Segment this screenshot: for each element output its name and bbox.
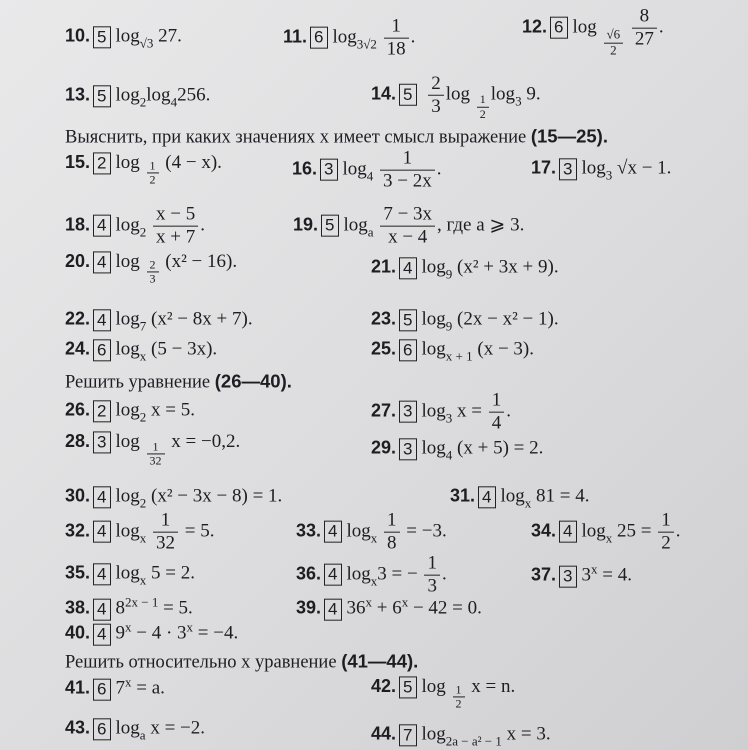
row-22-23	[0, 308, 748, 334]
difficulty-box: 4	[93, 563, 110, 585]
difficulty-box: 5	[321, 215, 338, 237]
problem-20	[65, 251, 237, 286]
denominator: 2	[149, 172, 156, 187]
difficulty-box: 4	[93, 251, 110, 273]
expr-text: 256.	[177, 84, 211, 106]
problem-number: 11.	[283, 26, 308, 47]
difficulty-box: 4	[324, 598, 341, 620]
log-base: 4	[445, 447, 453, 463]
expr-text: log	[445, 83, 471, 105]
row-26-27	[0, 389, 748, 434]
problem-number: 27.	[371, 400, 397, 421]
expr-text: log	[342, 158, 367, 180]
fraction	[428, 73, 444, 118]
numerator: 1	[658, 510, 674, 533]
log-base: √3	[139, 35, 154, 51]
numerator: 8	[632, 6, 657, 29]
problem-number: 29.	[371, 437, 397, 458]
numerator: 1	[384, 510, 400, 533]
problem-number: 19.	[293, 214, 319, 235]
denominator: 2	[610, 42, 617, 58]
log-base: 3	[605, 167, 613, 183]
row-15-17	[0, 147, 748, 192]
difficulty-box: 4	[559, 521, 576, 543]
expr-text: log	[346, 520, 371, 542]
expr-text: log	[343, 214, 368, 236]
exponent: x	[125, 674, 132, 690]
problem-number: 20.	[65, 250, 91, 271]
denominator: 2	[661, 532, 671, 554]
expr-text: .	[506, 400, 511, 422]
numerator: 1	[147, 159, 159, 174]
fraction	[658, 510, 674, 555]
difficulty-box: 4	[93, 215, 110, 237]
problem-42	[371, 676, 515, 711]
expr-text: log	[115, 214, 140, 236]
difficulty-box: 3	[559, 158, 576, 180]
difficulty-box: 4	[93, 598, 110, 620]
expr-text: log	[346, 563, 371, 585]
expr-text: + 6	[376, 597, 402, 619]
problem-12	[522, 6, 664, 59]
difficulty-box: 5	[399, 676, 416, 698]
problem-number: 33.	[296, 520, 322, 541]
expr-text: .	[436, 158, 442, 180]
numerator: 1	[489, 390, 505, 413]
row-20-21	[0, 250, 748, 286]
numerator: √6	[604, 27, 624, 43]
log-base-fraction	[147, 258, 159, 287]
difficulty-box: 4	[324, 564, 341, 586]
difficulty-box: 4	[399, 257, 416, 279]
expr-text: (x + 5) = 2.	[457, 437, 544, 459]
problem-32	[65, 510, 215, 555]
expr-text: 9	[115, 622, 125, 644]
row-38-39	[0, 594, 748, 619]
expr-text: = −3.	[406, 520, 447, 542]
problem-number: 38.	[65, 597, 91, 618]
exponent: x	[401, 594, 409, 610]
denominator: 4	[491, 412, 502, 434]
problem-31	[450, 486, 590, 509]
section-heading-15-25	[65, 126, 608, 149]
log-base-fraction	[604, 27, 624, 58]
problem-18	[65, 204, 205, 249]
difficulty-box: 6	[399, 339, 416, 361]
difficulty-box: 2	[93, 400, 110, 422]
section-heading-26-40	[65, 371, 292, 394]
log-base: x	[524, 495, 532, 511]
log-base: 3	[515, 93, 522, 109]
problem-number: 13.	[65, 84, 91, 105]
heading-text: Решить уравнение	[65, 372, 211, 393]
expr-text: log	[332, 26, 357, 48]
expr-text: log	[115, 520, 140, 542]
denominator: 2	[479, 106, 486, 121]
problem-number: 14.	[371, 83, 397, 104]
denominator: 2	[455, 696, 462, 711]
problem-number: 42.	[371, 675, 397, 696]
difficulty-box: 4	[93, 623, 110, 645]
problem-39	[296, 596, 482, 621]
row-28-29	[0, 430, 748, 468]
expr-text: x = 5.	[151, 399, 195, 421]
problem-17	[531, 158, 671, 181]
numerator: 1	[424, 553, 440, 576]
expr-text: 5 = 2.	[151, 562, 195, 584]
problem-number: 30.	[65, 485, 91, 506]
expr-text: log	[115, 717, 140, 739]
problem-21: 21. 4 $\log_9 (x^2 + 3x + 9)$.	[371, 256, 559, 282]
row-35-37	[0, 552, 748, 597]
expr-text: log	[115, 485, 140, 507]
difficulty-box: 3	[320, 159, 337, 181]
difficulty-box: 5	[93, 85, 110, 107]
expr-text: log	[115, 308, 140, 330]
heading-text: Выяснить, при каких значениях x имеет смысл выражение	[65, 127, 527, 148]
numerator: 1	[153, 510, 178, 533]
expr-text: , где a ⩾ 3.	[437, 214, 525, 236]
expr-text: log	[572, 16, 597, 38]
expr-text: log	[115, 562, 140, 584]
numerator: 7 − 3x	[380, 204, 435, 227]
problem-number: 21.	[371, 256, 397, 277]
problem-number: 37.	[531, 564, 557, 585]
difficulty-box: 6	[93, 718, 110, 740]
fraction	[424, 553, 440, 598]
problem-number: 39.	[296, 597, 322, 618]
denominator: 32	[156, 532, 176, 554]
expr-text: .	[410, 26, 416, 48]
expr-text: log	[421, 675, 446, 697]
expr-text: 36	[346, 597, 366, 619]
problem-number: 23.	[371, 308, 397, 329]
numerator: 2	[147, 258, 159, 273]
log-base: 2a − a² − 1	[445, 733, 502, 749]
problem-35	[65, 563, 195, 586]
problem-number: 12.	[522, 16, 548, 37]
exponent: x	[591, 561, 598, 577]
expr-text: (x − 3).	[477, 338, 534, 360]
fraction	[384, 510, 400, 555]
numerator: 1	[384, 16, 409, 39]
problem-19	[293, 204, 524, 249]
problem-38	[65, 596, 193, 621]
expr-text: .	[441, 563, 447, 585]
difficulty-box: 3	[399, 438, 416, 460]
problem-28	[65, 431, 240, 468]
difficulty-box: 4	[478, 486, 495, 508]
difficulty-box: 4	[93, 486, 110, 508]
log-base: 3	[356, 36, 364, 52]
section-heading-41-44	[65, 651, 418, 674]
problem-34	[531, 510, 681, 555]
expr-text: log	[115, 84, 140, 106]
log-base: √2	[363, 36, 377, 52]
log-base: a	[139, 727, 146, 743]
problem-number: 34.	[531, 520, 557, 541]
denominator: x + 7	[156, 226, 196, 248]
problem-13	[65, 85, 210, 108]
problem-number: 25.	[371, 338, 397, 359]
problem-36	[296, 553, 447, 598]
difficulty-box: 4	[324, 521, 341, 543]
log-base: x	[605, 530, 613, 546]
heading-range: (41—44).	[341, 650, 419, 672]
expr-text: (x² − 8x + 7).	[151, 308, 253, 330]
numerator: 1	[380, 148, 435, 171]
log-base: 7	[139, 318, 147, 334]
difficulty-box: 5	[93, 26, 110, 48]
problem-43	[65, 718, 205, 741]
row-18-19	[0, 203, 748, 248]
expr-text: log	[115, 399, 140, 421]
log-base-fraction	[453, 683, 465, 712]
expr-text: .	[658, 16, 664, 38]
expr-text: = 5.	[184, 520, 215, 542]
denominator: 32	[149, 453, 162, 468]
exponent: x	[365, 594, 372, 610]
expr-text: log	[490, 83, 516, 105]
log-base: 4	[170, 94, 178, 110]
expr-text: (x² − 3x − 8) = 1.	[151, 485, 283, 507]
problem-number: 24.	[65, 338, 91, 359]
denominator: x − 4	[388, 226, 428, 248]
log-base: x	[139, 572, 147, 588]
exponent: 2x − 1	[125, 594, 159, 610]
expr-text: x =	[457, 400, 482, 422]
fraction	[380, 148, 435, 193]
problem-number: 17.	[531, 157, 557, 178]
expr-text: log	[115, 151, 140, 173]
row-24-25	[0, 338, 748, 364]
expr-text: log	[500, 485, 525, 507]
log-base-fraction	[147, 440, 165, 469]
numerator: x − 5	[153, 204, 198, 227]
problem-27	[371, 390, 511, 435]
log-base: x	[370, 530, 378, 546]
expr-text: log	[581, 520, 606, 542]
difficulty-box: 3	[93, 431, 110, 453]
problem-number: 22.	[65, 308, 91, 329]
problem-number: 43.	[65, 717, 91, 738]
problem-number: 35.	[65, 562, 91, 583]
exponent: x	[125, 619, 132, 635]
difficulty-box: 4	[93, 309, 110, 331]
problem-number: 40.	[65, 622, 91, 643]
problem-23: 23. 5 $\log_9 (2x - x^2 - 1)$.	[371, 308, 559, 334]
problem-number: 18.	[65, 214, 91, 235]
heading-text: Решить относительно x уравнение	[65, 652, 337, 673]
problem-number: 28.	[65, 430, 91, 451]
expr-text: log	[115, 25, 140, 47]
log-base: 2	[139, 94, 147, 110]
expr-text: log	[421, 400, 446, 422]
expr-text: √x − 1.	[617, 157, 672, 179]
expr-text: log	[421, 308, 446, 330]
problem-number: 32.	[65, 520, 91, 541]
log-base-fraction	[147, 159, 159, 188]
log-base: 2	[139, 409, 147, 425]
expr-text: log	[421, 437, 446, 459]
denominator: 3	[427, 575, 437, 597]
difficulty-box: 6	[93, 339, 110, 361]
log-base: 4	[366, 168, 374, 184]
difficulty-box: 6	[310, 27, 327, 49]
numerator: 1	[453, 683, 465, 698]
expr-text: = a.	[131, 677, 165, 699]
expr-text: log	[115, 430, 140, 452]
problem-22	[65, 309, 253, 332]
expr-text: = −4.	[193, 622, 239, 644]
difficulty-box: 2	[93, 152, 110, 174]
problem-29	[371, 438, 543, 461]
problem-14	[371, 73, 541, 122]
expr-text: (5 − 3x).	[151, 338, 218, 360]
fraction	[489, 390, 505, 435]
expr-text: (x² + 3x + 9).	[457, 256, 559, 278]
fraction	[632, 6, 657, 51]
expr-text: log	[421, 338, 446, 360]
log-base: 3	[445, 410, 453, 426]
expr-text: 7	[115, 677, 125, 699]
difficulty-box: 4	[93, 521, 110, 543]
log-base: x	[370, 573, 378, 589]
expr-text: 3	[581, 564, 591, 586]
log-base: x	[139, 348, 147, 364]
problem-26	[65, 400, 195, 423]
problem-37	[531, 563, 632, 588]
problem-24	[65, 339, 217, 362]
problem-number: 10.	[65, 25, 91, 46]
difficulty-box: 5	[399, 84, 416, 106]
denominator: 3	[431, 95, 441, 117]
problem-33	[296, 510, 447, 555]
heading-range: (26—40).	[214, 370, 292, 392]
expr-text: 81 = 4.	[536, 485, 590, 507]
exponent: x	[186, 619, 194, 635]
problem-number: 41.	[65, 677, 91, 698]
expr-text: log	[421, 256, 446, 278]
problem-16	[292, 148, 442, 193]
expr-text: x = n.	[471, 675, 516, 697]
problem-15	[65, 152, 222, 187]
fraction	[153, 510, 178, 555]
problem-number: 26.	[65, 399, 91, 420]
expr-text: log	[581, 157, 606, 179]
row-30-31	[0, 485, 748, 511]
log-base: 2	[139, 224, 147, 240]
numerator: 1	[147, 440, 165, 455]
fraction	[380, 204, 435, 249]
difficulty-box: 5	[399, 309, 416, 331]
expr-text: .	[200, 214, 205, 236]
expr-text: = 5.	[158, 597, 193, 619]
problem-41	[65, 676, 165, 701]
expr-text: 3 = −	[377, 563, 418, 585]
expr-text: (2x − x² − 1).	[457, 308, 559, 330]
numerator: 2	[428, 73, 444, 96]
row-10-12	[0, 5, 748, 60]
problem-10	[65, 26, 182, 49]
log-base: x	[139, 530, 147, 546]
problem-30	[65, 486, 282, 509]
heading-range: (15—25).	[530, 125, 608, 147]
expr-text: − 42 = 0.	[408, 597, 482, 619]
log-base: a	[367, 224, 374, 240]
denominator: 3 − 2x	[383, 170, 432, 192]
expr-text: 25 =	[617, 520, 652, 542]
problem-25	[371, 339, 534, 362]
expr-text: 9.	[526, 83, 541, 105]
numerator: 1	[477, 93, 489, 108]
problem-40	[65, 621, 238, 646]
log-base: x + 1	[445, 348, 473, 364]
row-41-42	[0, 674, 748, 711]
difficulty-box: 3	[559, 565, 576, 587]
row-32-34	[0, 509, 748, 554]
denominator: 3	[149, 271, 156, 286]
log-base: 2	[139, 495, 147, 511]
expr-text: log	[115, 338, 140, 360]
expr-text: log	[421, 723, 446, 745]
difficulty-box: 6	[93, 678, 110, 700]
row-13-14	[0, 72, 748, 121]
expr-text: log	[115, 250, 140, 272]
fraction	[384, 16, 409, 61]
expr-text: x = 3.	[506, 723, 551, 745]
expr-text: 27.	[158, 25, 182, 47]
denominator: 27	[634, 28, 654, 50]
problem-number: 36.	[296, 563, 322, 584]
expr-text: = 4.	[597, 564, 632, 586]
difficulty-box: 3	[399, 401, 416, 423]
row-43-44	[0, 717, 748, 749]
problem-number: 44.	[371, 723, 397, 744]
problem-11	[283, 16, 415, 61]
expr-text: x = −0,2.	[171, 430, 241, 452]
denominator: 18	[386, 38, 406, 60]
problem-number: 16.	[292, 158, 318, 179]
expr-text: (4 − x).	[165, 151, 222, 173]
problem-number: 31.	[450, 485, 476, 506]
expr-text: 8	[115, 597, 125, 619]
denominator: 8	[387, 532, 397, 554]
expr-text: .	[675, 520, 681, 542]
problem-44	[371, 724, 551, 747]
expr-text: x = −2.	[150, 717, 205, 739]
problem-number: 15.	[65, 151, 91, 172]
fraction	[153, 204, 198, 249]
log-base-fraction	[477, 93, 489, 122]
expr-text: log	[146, 84, 171, 106]
difficulty-box: 7	[399, 724, 416, 746]
expr-text: − 4 · 3	[136, 622, 187, 644]
expr-text: (x² − 16).	[165, 250, 238, 272]
difficulty-box: 6	[550, 17, 567, 39]
